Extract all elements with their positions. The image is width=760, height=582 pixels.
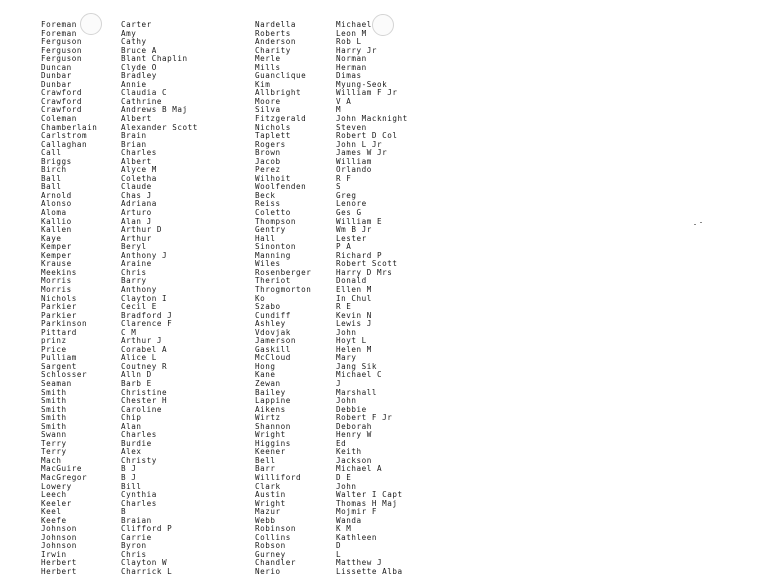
list-item: Cathy [121, 37, 147, 47]
list-item: D [336, 541, 342, 551]
list-item: K M [336, 524, 352, 534]
list-item: Alice L [121, 353, 157, 363]
list-item: Keel [41, 507, 62, 517]
list-item: Debbie [336, 404, 367, 414]
list-item: James W Jr [336, 148, 388, 158]
list-item: Leech [41, 490, 67, 500]
list-item: Caroline [121, 404, 162, 414]
list-item: Merle [255, 54, 281, 64]
list-item: Chamberlain [41, 122, 98, 132]
list-item: Brain [121, 131, 147, 141]
list-item: Rogers [255, 139, 286, 149]
list-item: Taplett [255, 131, 291, 141]
list-item: Gurney [255, 549, 286, 559]
list-item: Mary [336, 353, 357, 363]
list-item: Briggs [41, 156, 72, 166]
list-item: Guanclique [255, 71, 307, 81]
given-name-column-2 [336, 21, 408, 577]
list-item: Nerio [255, 567, 281, 576]
list-item: Arthur [121, 233, 152, 243]
list-item: Barry [121, 276, 147, 286]
list-item: Claudia C [121, 88, 168, 98]
list-item: M [336, 105, 342, 115]
list-item: Aikens [255, 404, 286, 414]
list-item: Coutney R [121, 361, 168, 371]
list-item: Leon M [336, 28, 367, 38]
list-item: Wilhoit [255, 173, 291, 183]
list-item: Bradley [121, 71, 157, 81]
list-item: Charrick L [121, 567, 173, 576]
list-item: Braian [121, 515, 152, 525]
list-item: Keith [336, 447, 362, 457]
list-item: Zewan [255, 378, 281, 388]
list-item: Kane [255, 370, 276, 380]
list-item: Mojmir F [336, 507, 377, 517]
list-item: prinz [41, 336, 67, 346]
list-item: MacGuire [41, 464, 82, 474]
list-item: V A [336, 96, 352, 106]
list-item: Sargent [41, 361, 77, 371]
list-item: Throgmorton [255, 284, 312, 294]
list-item: Chas J [121, 190, 152, 200]
list-item: Chris [121, 549, 147, 559]
list-item: Michael [336, 20, 372, 29]
list-item: Brown [255, 148, 281, 158]
list-item: Claude [121, 182, 152, 192]
list-item: Johnson [41, 541, 77, 551]
list-item: Lissette Alba [336, 567, 403, 576]
list-item: Hoyt L [336, 336, 367, 346]
list-item: Michael C [336, 370, 383, 380]
list-item: Barr [255, 464, 276, 474]
list-item: Carter [121, 20, 152, 29]
list-item: Lowery [41, 481, 72, 491]
list-item: John [336, 481, 357, 491]
list-item: Austin [255, 490, 286, 500]
list-item: Harry Jr [336, 45, 377, 55]
list-item: Herman [336, 62, 367, 72]
list-item: Johnson [41, 524, 77, 534]
list-item: Collins [255, 532, 291, 542]
list-item: Ball [41, 182, 62, 192]
list-item: Dunbar [41, 71, 72, 81]
list-item: Myung-Seok [336, 79, 388, 89]
list-item: Ed [336, 438, 347, 448]
list-item: Vdovjak [255, 327, 291, 337]
list-item: Kemper [41, 242, 72, 252]
list-item: Alonso [41, 199, 72, 209]
list-item: Anderson [255, 37, 296, 47]
list-item: Lappine [255, 396, 291, 406]
list-item: Cathrine [121, 96, 162, 106]
list-item: Terry [41, 447, 67, 457]
list-item: Bradford J [121, 310, 173, 320]
list-item: Michael A [336, 464, 383, 474]
list-item: Norman [336, 54, 367, 64]
list-item: Silva [255, 105, 281, 115]
scan-speck [694, 224, 696, 225]
list-item: Cecil E [121, 302, 157, 312]
list-item: Charles [121, 148, 157, 158]
list-item: Herbert [41, 558, 77, 568]
list-item: Burdie [121, 438, 152, 448]
list-item: Kim [255, 79, 271, 89]
list-item: Blant Chaplin [121, 54, 188, 64]
list-item: Alex [121, 447, 142, 457]
list-item: Ellen M [336, 284, 372, 294]
list-item: Dimas [336, 71, 362, 81]
list-item: Fitzgerald [255, 114, 307, 124]
list-item: Arthur J [121, 336, 162, 346]
list-item: Andrews B Maj [121, 105, 188, 115]
list-item: Thomas H Maj [336, 498, 398, 508]
list-item: Albert [121, 114, 152, 124]
list-item: Price [41, 344, 67, 354]
list-item: Williford [255, 472, 302, 482]
list-item: Christy [121, 455, 157, 465]
list-item: Kallen [41, 225, 72, 235]
list-item: John Macknight [336, 114, 408, 124]
list-item: Chris [121, 267, 147, 277]
list-item: Kaye [41, 233, 62, 243]
list-item: Nardella [255, 20, 296, 29]
list-item: Bruce A [121, 45, 157, 55]
list-item: R F [336, 173, 352, 183]
list-item: Orlando [336, 165, 372, 175]
list-item: McCloud [255, 353, 291, 363]
list-item: Roberts [255, 28, 291, 38]
list-item: Christine [121, 387, 168, 397]
list-item: Wright [255, 430, 286, 440]
list-item: Kallio [41, 216, 72, 226]
list-item: William [336, 156, 372, 166]
list-item: Alyce M [121, 165, 157, 175]
list-item: Terry [41, 438, 67, 448]
list-item: Lester [336, 233, 367, 243]
list-item: Pittard [41, 327, 77, 337]
list-item: Moore [255, 96, 281, 106]
list-item: Johnson [41, 532, 77, 542]
list-item: Albert [121, 156, 152, 166]
list-item: Bailey [255, 387, 286, 397]
list-item: Beryl [121, 242, 147, 252]
list-item: Ferguson [41, 54, 82, 64]
list-item: Bell [255, 455, 276, 465]
list-item: S [336, 182, 342, 192]
list-item: Alan [121, 421, 142, 431]
list-item: Clayton W [121, 558, 168, 568]
list-item: Sinonton [255, 242, 296, 252]
list-item: Krause [41, 259, 72, 269]
list-item: Smith [41, 396, 67, 406]
list-item: Arturo [121, 208, 152, 218]
list-item: Keener [255, 447, 286, 457]
list-item: Wright [255, 498, 286, 508]
list-item: Charles [121, 498, 157, 508]
list-item: Clyde O [121, 62, 157, 72]
list-item: William F Jr [336, 88, 398, 98]
list-item: Lewis J [336, 319, 372, 329]
list-item: Herbert [41, 567, 77, 576]
list-item: Pulliam [41, 353, 77, 363]
list-item: Morris [41, 284, 72, 294]
list-item: Birch [41, 165, 67, 175]
list-item: D E [336, 472, 352, 482]
list-item: Mazur [255, 507, 281, 517]
list-item: Hong [255, 361, 276, 371]
list-item: Manning [255, 250, 291, 260]
list-item: Barb E [121, 378, 152, 388]
list-item: Coletha [121, 173, 157, 183]
list-item: Wanda [336, 515, 362, 525]
list-item: Call [41, 148, 62, 158]
list-item: Thompson [255, 216, 296, 226]
list-item: Callaghan [41, 139, 88, 149]
list-item: Carlstrom [41, 131, 88, 141]
list-item: Nichols [41, 293, 77, 303]
list-item: Smith [41, 421, 67, 431]
list-item: Crawford [41, 88, 82, 98]
scan-speck [700, 222, 702, 223]
list-item: Nichols [255, 122, 291, 132]
list-item: Marshall [336, 387, 377, 397]
list-item: Ferguson [41, 37, 82, 47]
list-item: Rob L [336, 37, 362, 47]
list-item: In Chul [336, 293, 372, 303]
list-item: Jacob [255, 156, 281, 166]
list-item: Araine [121, 259, 152, 269]
list-item: John [336, 327, 357, 337]
list-item: Coleman [41, 114, 77, 124]
list-item: Chandler [255, 558, 296, 568]
list-item: Szabo [255, 302, 281, 312]
list-item: Amy [121, 28, 137, 38]
list-item: John L Jr [336, 139, 383, 149]
list-item: Deborah [336, 421, 372, 431]
list-item: Perez [255, 165, 281, 175]
list-item: Morris [41, 276, 72, 286]
list-item: Jang Sik [336, 361, 377, 371]
list-item: Arnold [41, 190, 72, 200]
list-item: Ferguson [41, 45, 82, 55]
list-item: Cundiff [255, 310, 291, 320]
list-item: Gaskill [255, 344, 291, 354]
list-item: Helen M [336, 344, 372, 354]
list-item: Wirtz [255, 413, 281, 423]
list-item: B [121, 507, 127, 517]
list-item: Higgins [255, 438, 291, 448]
list-item: Parkier [41, 310, 77, 320]
list-item: Gentry [255, 225, 286, 235]
list-item: Swann [41, 430, 67, 440]
list-item: Steven [336, 122, 367, 132]
list-item: Richard P [336, 250, 383, 260]
list-item: Ko [255, 293, 266, 303]
list-item: Crawford [41, 96, 82, 106]
list-item: Parkinson [41, 319, 88, 329]
list-item: Anthony J [121, 250, 168, 260]
list-item: Ashley [255, 319, 286, 329]
list-item: Dunbar [41, 79, 72, 89]
list-item: Carrie [121, 532, 152, 542]
list-item: Ball [41, 173, 62, 183]
list-item: Robson [255, 541, 286, 551]
list-item: Charity [255, 45, 291, 55]
list-item: Coletto [255, 208, 291, 218]
list-item: Schlosser [41, 370, 88, 380]
list-item: Keeler [41, 498, 72, 508]
list-item: Alexander Scott [121, 122, 198, 132]
list-item: Foreman [41, 28, 77, 38]
list-item: Corabel A [121, 344, 168, 354]
list-item: Clark [255, 481, 281, 491]
list-item: Kathleen [336, 532, 377, 542]
list-item: Smith [41, 404, 67, 414]
list-item: Mills [255, 62, 281, 72]
list-item: Harry D Mrs [336, 267, 393, 277]
list-item: Arthur D [121, 225, 162, 235]
list-item: Hall [255, 233, 276, 243]
list-item: Parkier [41, 302, 77, 312]
list-item: Matthew J [336, 558, 383, 568]
list-item: Reiss [255, 199, 281, 209]
list-item: Ges G [336, 208, 362, 218]
list-item: Mach [41, 455, 62, 465]
list-item: Irwin [41, 549, 67, 559]
surname-column-1 [41, 21, 97, 577]
list-item: Lenore [336, 199, 367, 209]
list-item: Woolfenden [255, 182, 307, 192]
list-item: Alan J [121, 216, 152, 226]
list-item: Greg [336, 190, 357, 200]
list-item: Robert D Col [336, 131, 398, 141]
list-item: Byron [121, 541, 147, 551]
list-item: L [336, 549, 342, 559]
list-item: Clifford P [121, 524, 173, 534]
list-item: Kevin N [336, 310, 372, 320]
list-item: Robinson [255, 524, 296, 534]
list-item: Smith [41, 387, 67, 397]
list-item: Robert F Jr [336, 413, 393, 423]
list-item: J [336, 378, 342, 388]
list-item: Adriana [121, 199, 157, 209]
list-item: Keefe [41, 515, 67, 525]
list-item: Jackson [336, 455, 372, 465]
list-item: MacGregor [41, 472, 88, 482]
list-item: Bill [121, 481, 142, 491]
list-item: Rosenberger [255, 267, 312, 277]
list-item: Smith [41, 413, 67, 423]
surname-column-2 [255, 21, 311, 577]
list-item: Henry W [336, 430, 372, 440]
list-item: William E [336, 216, 383, 226]
list-item: C M [121, 327, 137, 337]
list-item: Anthony [121, 284, 157, 294]
list-item: Kemper [41, 250, 72, 260]
list-item: Webb [255, 515, 276, 525]
list-item: Wiles [255, 259, 281, 269]
list-item: Beck [255, 190, 276, 200]
list-item: Foreman [41, 20, 77, 29]
list-item: Chip [121, 413, 142, 423]
given-name-column-1 [121, 21, 198, 577]
list-item: Clayton I [121, 293, 168, 303]
list-item: Crawford [41, 105, 82, 115]
list-item: Shannon [255, 421, 291, 431]
list-item: B J [121, 464, 137, 474]
list-item: Robert Scott [336, 259, 398, 269]
list-item: Duncan [41, 62, 72, 72]
list-item: Donald [336, 276, 367, 286]
list-item: Annie [121, 79, 147, 89]
list-item: R E [336, 302, 352, 312]
list-item: Allbright [255, 88, 302, 98]
list-item: Seaman [41, 378, 72, 388]
list-item: Brian [121, 139, 147, 149]
list-item: Aloma [41, 208, 67, 218]
list-item: Meekins [41, 267, 77, 277]
list-item: B J [121, 472, 137, 482]
list-item: Clarence F [121, 319, 173, 329]
list-item: Chester H [121, 396, 168, 406]
list-item: Walter I Capt [336, 490, 403, 500]
list-item: P A [336, 242, 352, 252]
list-item: John [336, 396, 357, 406]
list-item: Charles [121, 430, 157, 440]
list-item: Jamerson [255, 336, 296, 346]
list-item: Alln D [121, 370, 152, 380]
list-item: Theriot [255, 276, 291, 286]
list-item: Wm B Jr [336, 225, 372, 235]
list-item: Cynthia [121, 490, 157, 500]
